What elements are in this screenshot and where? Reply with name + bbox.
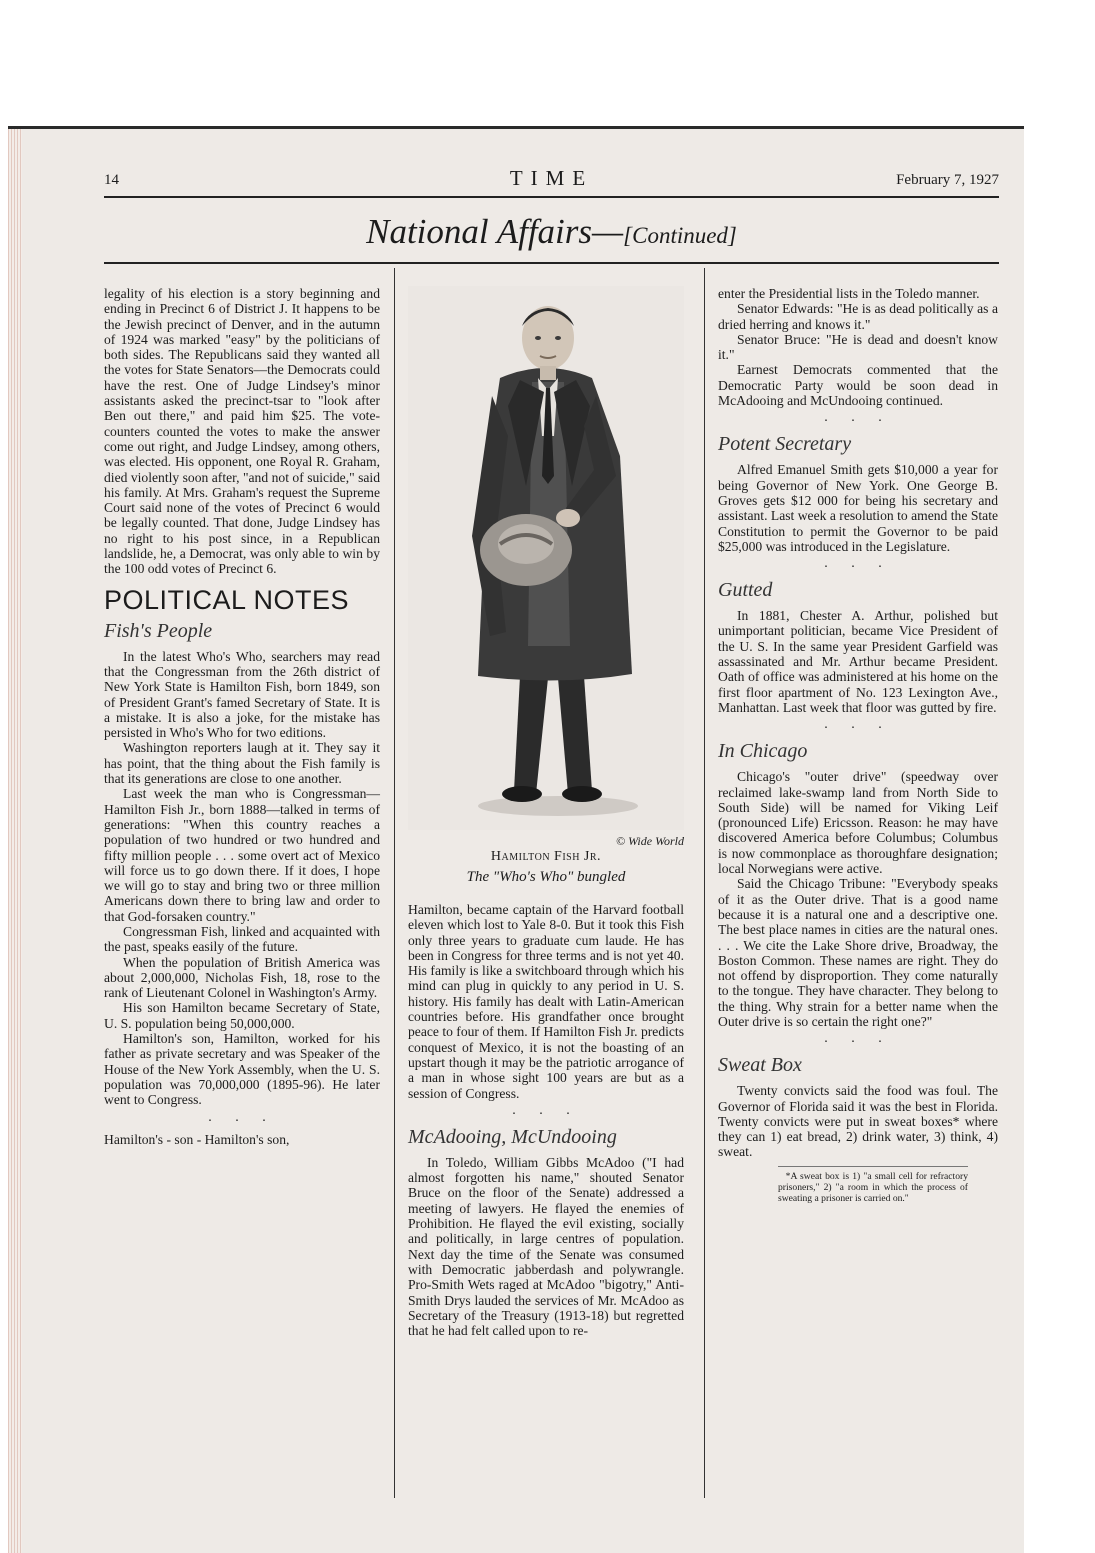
article-paragraph: Alfred Emanuel Smith gets $10,000 a year for being Governor of New York. One George B. Groves gets $12 000 for being his secretary and assistant. Last week a resolution to amend the State Constitution to permit the Governor to be paid $25,000 was introduced in the Legislature. [718, 462, 998, 554]
page-number: 14 [104, 172, 119, 188]
photo-credit: © Wide World [615, 834, 684, 848]
article-paragraph: Said the Chicago Tribune: "Everybody speaks of it as the Outer drive. That is a good name because it is a natural one and a descriptive one. The best place names in cities are the natural ones. . . . We cite the Lake Shore drive, Broadway, the Boston Common. These names are right. They do not offend by disproportion. They come naturally to the tongue. They have character. They belong to the thing. Why strain for a better name when the Outer drive is so certain the right one?" [718, 876, 998, 1029]
title-rule [104, 262, 999, 264]
column-left [104, 286, 380, 1147]
issue-date: February 7, 1927 [896, 172, 999, 188]
page-header [104, 166, 999, 194]
column-divider [704, 268, 705, 1498]
section-separator: . . . [824, 556, 892, 572]
political-notes-heading: POLITICAL NOTES [104, 584, 350, 615]
section-separator: . . . [208, 1109, 276, 1125]
article-paragraph: Senator Bruce: "He is dead and doesn't know it." [718, 331, 998, 363]
article-paragraph: Hamilton's son, Hamilton, worked for his father as private secretary and was Speaker of the House of the New York Assembly, when the U. S. population was 70,000,000 (1895-96). He later went to Congress. [104, 1031, 380, 1108]
article-paragraph: When the population of British America was about 2,000,000, Nicholas Fish, 18, rose to the rank of Lieutenant Colonel in Washington's Army. [104, 954, 380, 1001]
article-paragraph: Hamilton, became captain of the Harvard football eleven which lost to Yale 8-0. But it took this Fish only three years to graduate cum laude. He has been in Congress for three terms and is not yet 40. His family is like a switchboard through which his mind can plug in quickly to any period in U. S. history. His family has dealt with Latin-American countries before. His grandfather once brought peace to four of them. If Hamilton Fish Jr. predicts conquest of Mexico, it is not the boasting of an upstart though it may be the patriotic arrogance of a man in whose sight 100 years are but as a session of Congress. [408, 902, 684, 1101]
article-paragraph: In Toledo, William Gibbs McAdoo ("I had almost forgotten his name," shouted Senator Bruce on the floor of the Senate) addressed a meeting of lawyers. He flayed the enemies of Prohibition. He flayed the evil existing, socially and politically, in large centres of population. Next day the time of the Senate was consumed with Democratic jabberdash and polywrangle. Pro-Smith Wets raged at McAdoo "bigotry," Anti-Smith Drys lauded the services of Mr. McAdoo as Secretary of the Treasury (1913-18) but regretted that he had felt called upon to re- [408, 1154, 684, 1339]
footnote [778, 1166, 968, 1204]
article-paragraph: Congressman Fish, linked and acquainted with the past, speaks easily of the future. [104, 923, 380, 955]
article-closer: Hamilton's - son - Hamilton's son, [104, 1131, 290, 1147]
section-continued: [Continued] [623, 223, 737, 248]
section-separator: . . . [824, 717, 892, 733]
article-paragraph: Twenty convicts said the food was foul. The Governor of Florida said it was the best in Florida. Twenty convicts were put in sweat boxes* where they can 1) eat bread, 2) drink water, 3) think, 4) sweat. [718, 1083, 998, 1160]
page-edges [8, 129, 22, 1553]
header-rule [104, 196, 999, 198]
article-paragraph: legality of his election is a story beginning and ending in Precinct 6 of District J. It happens to be the Jewish precinct of Denver, and in the autumn of 1924 was marked "easy" by the politicians of both sides. The Republicans said they wanted all the votes for State Senators—the Democrats could have the rest. One of Judge Lindsey's minor assistants asked the precinct-tsar to "look after Ben out there," and paid him $25. The vote-counters counted the votes to make the answer come out right, and Judge Lindsey, among others, was elected. His opponent, one Royal R. Graham, died violently soon after, "and not of suicide," said his family. At Mrs. Graham's request the Supreme Court said none of the votes of Precinct 6 would be legally counted. That done, Judge Lindsey has no right to his post since, in a Republican landslide, he, a Democrat, was only able to win by the 100 odd votes of Precinct 6. [104, 286, 380, 577]
column-right [718, 286, 998, 1204]
section-separator: . . . [824, 1031, 892, 1047]
section-separator: . . . [824, 410, 892, 426]
article-paragraph: enter the Presidential lists in the Toledo manner. [718, 286, 980, 301]
article-paragraph: Senator Edwards: "He is as dead politically as a dried herring and knows it." [718, 301, 998, 332]
article-paragraph: In the latest Who's Who, searchers may read that the Congressman from the 26th district of New York State is Hamilton Fish, born 1849, son of President Grant's famed Secretary of State. It is a mistake. It is also a joke, for the mistake has persisted in Who's Who for two editions. [104, 648, 380, 741]
footnote-text: *A sweat box is 1) "a small cell for refractory prisoners," 2) "a room in which the process of sweating a prisoner is carried on." [778, 1170, 968, 1204]
article-paragraph: Last week the man who is Congressman—Hamilton Fish Jr., born 1888—talked in terms of generations: "When this country reaches a population of two hundred or two hundred and fifty million people . . . some overt act of Mexico will force us to go down there. If it does, I hope we will go to stay and bring two or three million Americans down there to bring law and order to that God-forsaken country." [104, 786, 380, 924]
fishs-people-heading: Fish's People [104, 619, 213, 642]
mcadooing-heading: McAdooing, McUndooing [408, 1125, 617, 1148]
portrait-illustration [408, 286, 684, 830]
magazine-name: TIME [509, 166, 594, 190]
article-paragraph: In 1881, Chester A. Arthur, polished but unimportant politician, became Vice President of the U. S. In the same year President Garfield was assassinated and Mr. Arthur became President. Oath of office was administered at his home on the first floor apartment of No. 123 Lexington Ave., Manhattan. Last week that floor was gutted by fire. [718, 608, 998, 715]
article-paragraph: Earnest Democrats commented that the Democratic Party would be soon dead in McAdooing and McUndooing continued. [718, 362, 998, 409]
portrait-photo [408, 286, 684, 830]
section-separator: . . . [512, 1102, 580, 1118]
column-divider [394, 268, 395, 1498]
column-middle [408, 286, 684, 1338]
gutted-heading: Gutted [718, 579, 773, 602]
photo-caption: The "Who's Who" bungled [466, 869, 626, 885]
in-chicago-heading: In Chicago [718, 740, 808, 763]
sweat-box-heading: Sweat Box [718, 1054, 802, 1077]
article-paragraph: His son Hamilton became Secretary of State, U. S. population being 50,000,000. [104, 1000, 380, 1031]
article-paragraph: Washington reporters laugh at it. They say it has point, that the thing about the Fish family is that its generations are close to one another. [104, 740, 380, 787]
potent-secretary-heading: Potent Secretary [718, 433, 852, 456]
section-title [104, 212, 999, 256]
photo-caption-name: Hamilton Fish Jr. [490, 849, 602, 864]
article-paragraph: Chicago's "outer drive" (speedway over reclaimed lake-swamp land from North Side to South Side) will be named for Viking Leif (pronounced Life) Ericsson. Reason: he may have discovered America before Columbus; Columbus is now commonplace as thoroughfare designation; local Norwegians were active. [718, 769, 998, 877]
section-title-text: National Affairs— [366, 212, 624, 251]
